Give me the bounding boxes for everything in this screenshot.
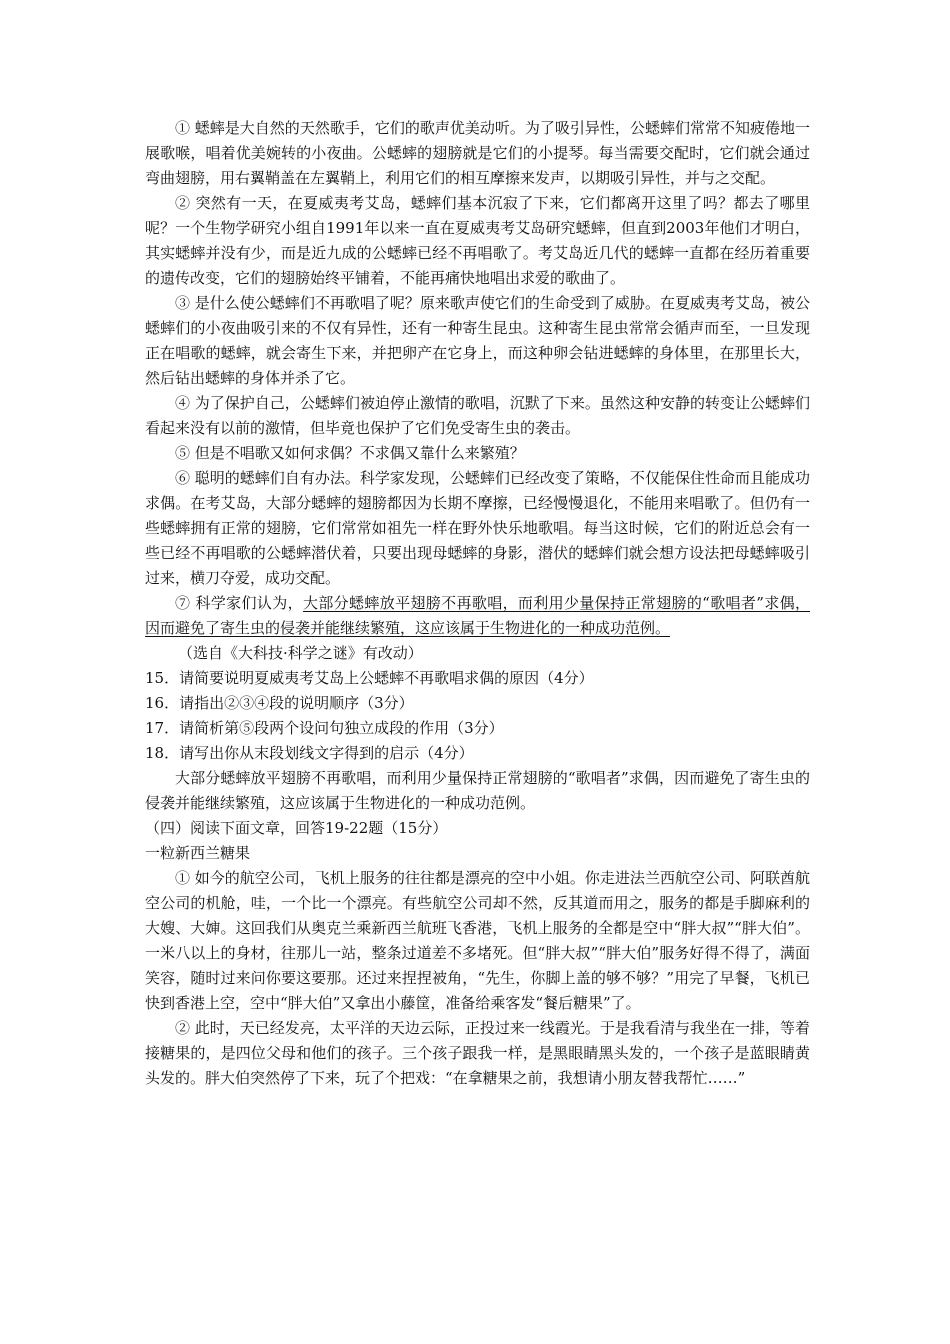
article-paragraph-1: ① 如今的航空公司，飞机上服务的往往都是漂亮的空中小姐。你走进法兰西航空公司、阿联酋航空公司的机舱，哇，一个比一个漂亮。有些航空公司却不然，反其道而用之，服务的都是手脚麻利的大嫂、大婶。这回我们从奥克兰乘新西兰航班飞香港，飞机上服务的全都是空中“胖大叔”“胖大伯”。一米八以上的身材，往那儿一站，整条过道差不多堵死。但“胖大叔”“胖大伯”服务好得不得了，满面笑容，随时过来问你要这要那。还过来捏捏被角，“先生，你脚上盖的够不够？”用完了早餐，飞机已快到香港上空，空中“胖大伯”又拿出小藤筐，准备给乘客发“餐后糖果”了。 xyxy=(145,869,810,1012)
question-16: 16．请指出②③④段的说明顺序（3分） xyxy=(145,694,414,712)
source-citation: （选自《大科技·科学之谜》有改动） xyxy=(178,644,423,662)
section-4-heading: （四）阅读下面文章，回答19-22题（15分） xyxy=(145,819,448,837)
article-title: 一粒新西兰糖果 xyxy=(145,844,251,862)
passage-paragraph-4: ④ 为了保护自己，公蟋蟀们被迫停止激情的歌唱，沉默了下来。虽然这种安静的转变让公蟋蟀们看起来没有以前的激情，但毕竟也保护了它们免受寄生虫的袭击。 xyxy=(145,394,810,437)
quoted-excerpt: 大部分蟋蟀放平翅膀不再歌唱，而利用少量保持正常翅膀的“歌唱者”求偶，因而避免了寄生虫的侵袭并能继续繁殖，这应该属于生物进化的一种成功范例。 xyxy=(145,769,810,812)
passage-paragraph-6: ⑥ 聪明的蟋蟀们自有办法。科学家发现，公蟋蟀们已经改变了策略，不仅能保住性命而且能成功求偶。在考艾岛，大部分蟋蟀的翅膀都因为长期不摩擦，已经慢慢退化，不能用来唱歌了。但仍有一些蟋蟀拥有正常的翅膀，它们常常如祖先一样在野外快乐地歌唱。每当这时候，它们的附近总会有一些已经不再唱歌的公蟋蟀潜伏着，只要出现母蟋蟀的身影，潜伏的蟋蟀们就会想方设法把母蟋蟀吸引过来，横刀夺爱，成功交配。 xyxy=(145,469,810,587)
question-15: 15．请简要说明夏威夷考艾岛上公蟋蟀不再歌唱求偶的原因（4分） xyxy=(145,669,594,687)
underlined-conclusion: 大部分蟋蟀放平翅膀不再歌唱，而利用少量保持正常翅膀的“歌唱者”求偶，因而避免了寄生虫的侵袭并能继续繁殖，这应该属于生物进化的一种成功范例。 xyxy=(145,594,810,637)
article-paragraph-2: ② 此时，天已经发亮，太平洋的天边云际，正投过来一线霞光。于是我看清与我坐在一排，等着接糖果的，是四位父母和他们的孩子。三个孩子跟我一样，是黑眼睛黑头发的，一个孩子是蓝眼睛黄头发的。胖大伯突然停了下来，玩了个把戏：“在拿糖果之前，我想请小朋友替我帮忙……” xyxy=(145,1019,810,1087)
passage-paragraph-2: ② 突然有一天，在夏威夷考艾岛，蟋蟀们基本沉寂了下来，它们都离开这里了吗？都去了哪里呢？一个生物学研究小组自1991年以来一直在夏威夷考艾岛研究蟋蟀，但直到2003年他们才明白，其实蟋蟀并没有少，而是近九成的公蟋蟀已经不再唱歌了。考艾岛近几代的蟋蟀一直都在经历着重要的遗传改变，它们的翅膀始终平铺着，不能再痛快地唱出求爱的歌曲了。 xyxy=(145,194,810,287)
passage-paragraph-7 xyxy=(145,591,810,641)
passage-paragraph-3: ③ 是什么使公蟋蟀们不再歌唱了呢？原来歌声使它们的生命受到了威胁。在夏威夷考艾岛，被公蟋蟀们的小夜曲吸引来的不仅有异性，还有一种寄生昆虫。这种寄生昆虫常常会循声而至，一旦发现正在唱歌的蟋蟀，就会寄生下来，并把卵产在它身上，而这种卵会钻进蟋蟀的身体里，在那里长大，然后钻出蟋蟀的身体并杀了它。 xyxy=(145,294,810,387)
passage-paragraph-5: ⑤ 但是不唱歌又如何求偶？不求偶又靠什么来繁殖？ xyxy=(175,444,525,462)
passage-paragraph-1: ① 蟋蟀是大自然的天然歌手，它们的歌声优美动听。为了吸引异性，公蟋蟀们常常不知疲倦地一展歌喉，唱着优美婉转的小夜曲。公蟋蟀的翅膀就是它们的小提琴。每当需要交配时，它们就会通过弯曲翅膀，用右翼鞘盖在左翼鞘上，利用它们的相互摩擦来发声，以期吸引异性，并与之交配。 xyxy=(145,119,810,187)
document-page xyxy=(145,116,810,1091)
question-17: 17．请简析第⑤段两个设问句独立成段的作用（3分） xyxy=(145,719,504,737)
paragraph-7-lead: ⑦ 科学家们认为， xyxy=(175,594,303,612)
question-18: 18．请写出你从末段划线文字得到的启示（4分） xyxy=(145,744,474,762)
